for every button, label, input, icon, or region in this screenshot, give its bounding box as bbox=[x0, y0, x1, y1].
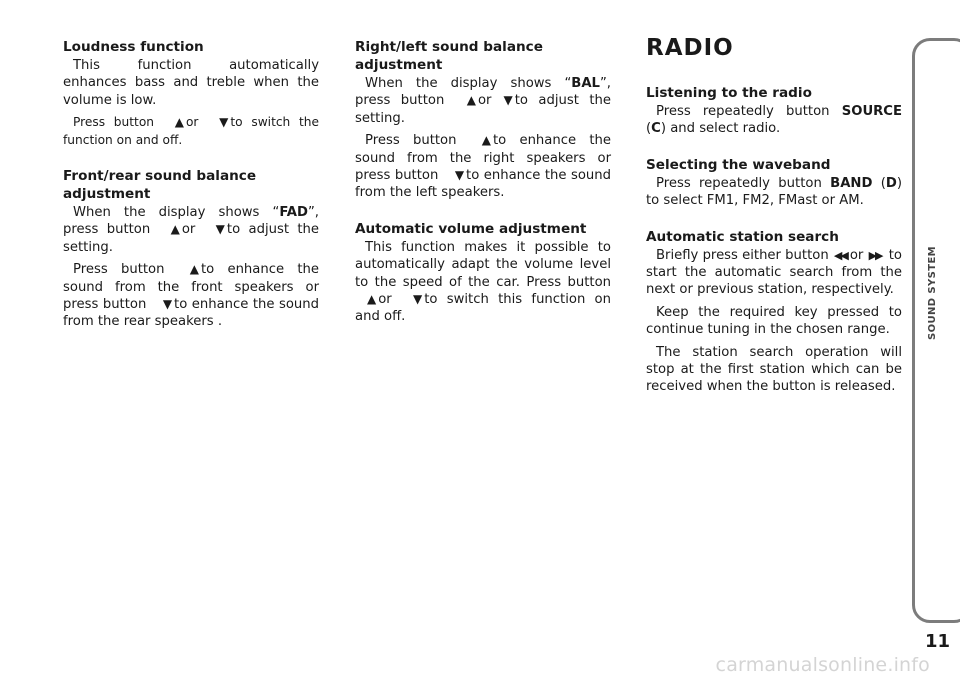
text: to enhance the sound from the left speakers. bbox=[355, 168, 611, 201]
column-right bbox=[646, 34, 902, 401]
loudness-text: This function automatically enhances bass and treble when the volume is low. bbox=[63, 58, 319, 108]
down-arrow-icon: ▼ bbox=[162, 297, 173, 312]
rewind-icon: ◀◀ bbox=[833, 248, 847, 262]
forward-icon: ▶▶ bbox=[868, 248, 882, 262]
listening-heading: Listening to the radio bbox=[646, 85, 812, 101]
text: or bbox=[185, 115, 199, 130]
text: or bbox=[181, 222, 196, 238]
text: Press repeatedly button bbox=[656, 175, 822, 191]
up-arrow-icon: ▲ bbox=[170, 222, 180, 237]
up-arrow-icon: ▲ bbox=[189, 262, 199, 277]
down-arrow-icon: ▼ bbox=[413, 292, 423, 307]
text: to adjust the setting. bbox=[63, 222, 320, 255]
text: Press repeatedly button bbox=[656, 104, 830, 119]
up-arrow-icon: ▲ bbox=[174, 115, 184, 130]
band-key: BAND bbox=[830, 175, 873, 191]
text: When the display shows “ bbox=[365, 76, 572, 91]
down-arrow-icon: ▼ bbox=[219, 115, 229, 130]
balance-text-2 bbox=[355, 132, 611, 202]
up-arrow-icon: ▲ bbox=[481, 133, 491, 148]
text: to select FM1, FM2, FMast or AM. bbox=[646, 193, 864, 209]
fad-key: FAD bbox=[279, 205, 308, 221]
down-arrow-icon: ▼ bbox=[215, 222, 225, 237]
balance-text-1 bbox=[355, 75, 611, 127]
text: ”, press button bbox=[355, 76, 611, 109]
text: to start the automatic search from the next or previous station, respectively. bbox=[646, 247, 902, 298]
text: Press button bbox=[365, 133, 457, 149]
fade-heading: Front/rear sound balance adjustment bbox=[63, 168, 257, 203]
up-arrow-icon: ▲ bbox=[367, 292, 377, 307]
search-heading: Automatic station search bbox=[646, 228, 839, 245]
search-text-2: Keep the required key pressed to continue tuning in the chosen range. bbox=[646, 304, 902, 338]
column-left bbox=[63, 38, 319, 336]
section-tab-label: SOUND SYSTEM bbox=[927, 245, 938, 340]
column-middle bbox=[355, 38, 611, 331]
fade-text-2 bbox=[63, 261, 319, 331]
loudness-instruction bbox=[63, 114, 319, 149]
text: to adjust the setting. bbox=[355, 93, 611, 126]
source-key-letter: C bbox=[651, 121, 661, 137]
section-title: RADIO bbox=[646, 35, 734, 61]
text: or bbox=[378, 292, 392, 308]
text: to switch this function on and off. bbox=[355, 292, 611, 325]
text: to enhance the sound from the front speakers or press button bbox=[63, 262, 319, 313]
text: or bbox=[477, 93, 492, 109]
fade-text-1 bbox=[63, 204, 319, 256]
auto-volume-text bbox=[355, 239, 611, 326]
page-number: 11 bbox=[925, 631, 951, 652]
bal-key: BAL bbox=[571, 76, 600, 91]
loudness-heading: Loudness function bbox=[63, 39, 204, 55]
waveband-text: Press repeatedly button BAND (D) to select FM1, FM2, FMast or AM. bbox=[646, 175, 902, 209]
source-key: SOURCE bbox=[841, 104, 902, 119]
auto-volume-heading: Automatic volume adjustment bbox=[355, 220, 587, 237]
text: Briefly press either button bbox=[656, 247, 829, 263]
waveband-heading: Selecting the waveband bbox=[646, 156, 831, 173]
watermark: carmanualsonline.info bbox=[715, 654, 930, 676]
balance-heading: Right/left sound balance adjustment bbox=[355, 39, 543, 73]
text: to enhance the sound from the right speakers or press button bbox=[355, 133, 611, 184]
down-arrow-icon: ▼ bbox=[503, 93, 513, 108]
text: or bbox=[849, 247, 864, 263]
text: to enhance the sound from the rear speakers . bbox=[63, 297, 319, 330]
up-arrow-icon: ▲ bbox=[466, 93, 476, 108]
search-text-3: The station search operation will stop at the first station which can be received when the button is released. bbox=[646, 344, 902, 395]
search-text-1 bbox=[646, 247, 902, 299]
text: When the display shows “ bbox=[73, 205, 280, 221]
text: ”, press button bbox=[63, 205, 319, 238]
listening-text: Press repeatedly button SOURCE (C) and select radio. bbox=[646, 104, 902, 137]
text: Press button bbox=[73, 262, 165, 278]
down-arrow-icon: ▼ bbox=[454, 168, 465, 183]
text: and select radio. bbox=[670, 121, 781, 137]
text: to switch the function on and off. bbox=[63, 115, 319, 147]
band-key-letter: D bbox=[885, 175, 897, 191]
text: Press button bbox=[73, 115, 154, 130]
text: This function makes it possible to automatically adapt the volume level to the speed of the car. Press button bbox=[355, 239, 611, 290]
